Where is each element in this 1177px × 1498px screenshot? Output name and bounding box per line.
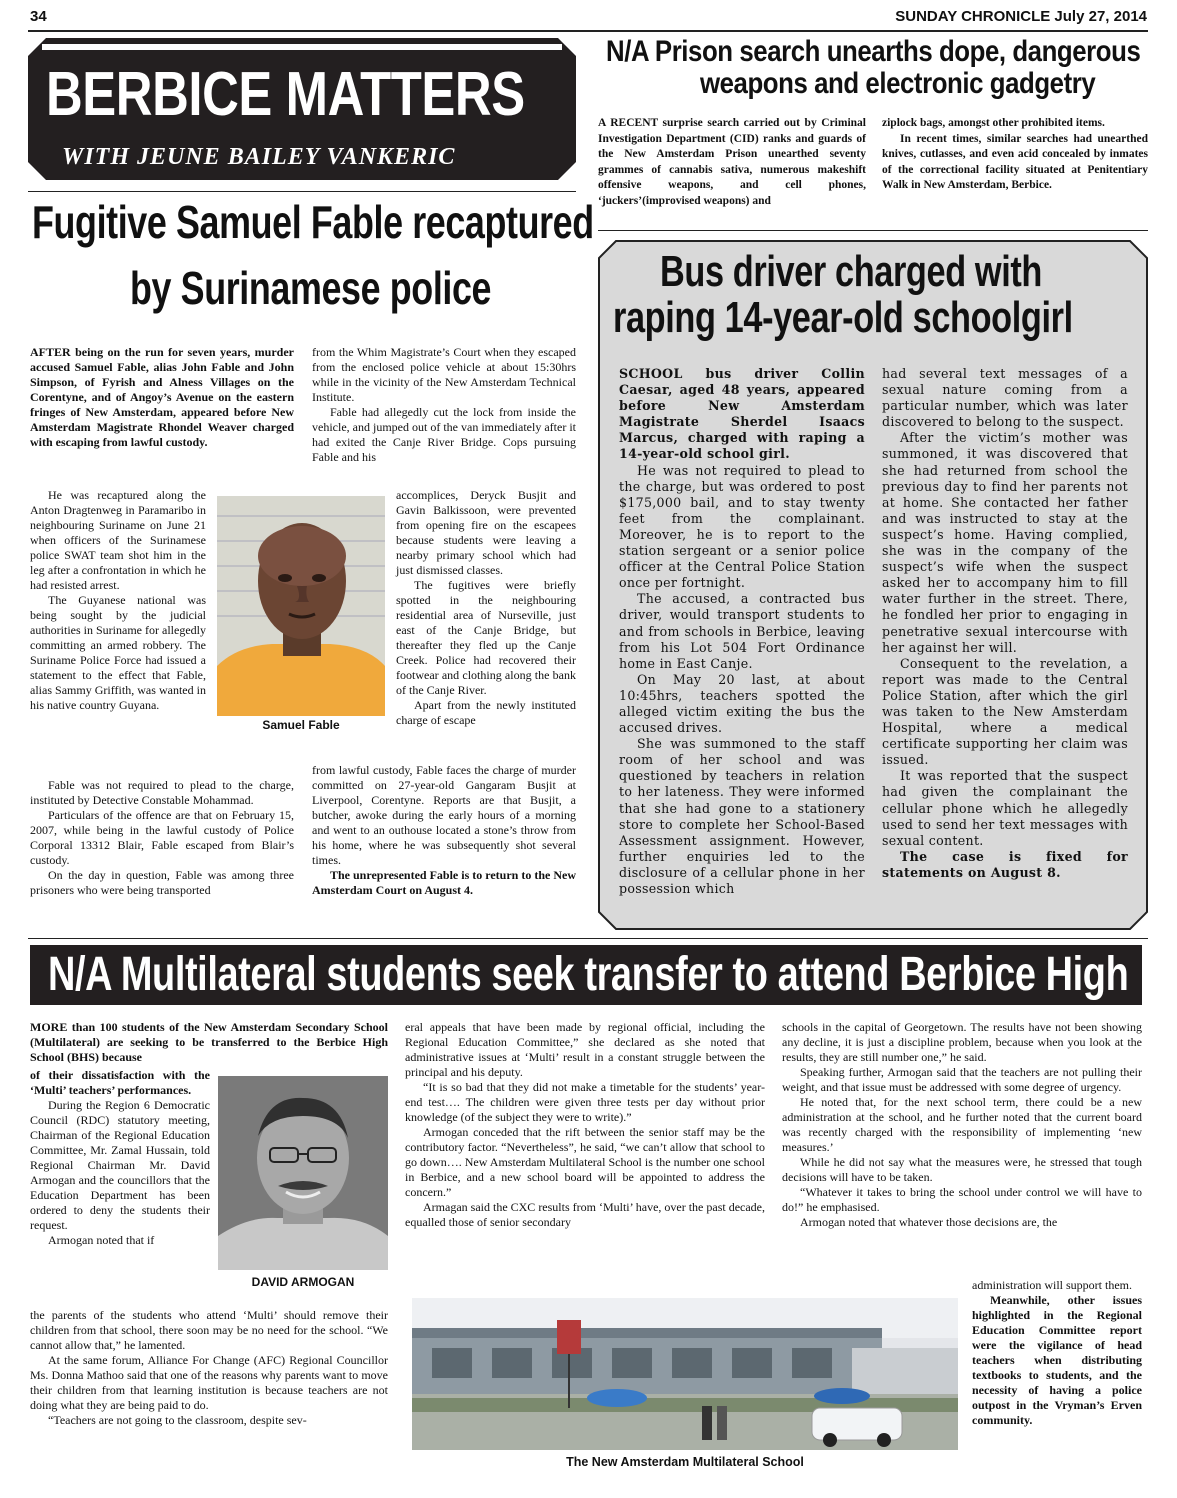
david-armogan-photo	[218, 1076, 388, 1270]
multi-paragraph: He noted that, for the next school term, there could be a new administration at the school, and he further noted that the current board was recently charged with the responsibility of implementing ‘new measures.’	[782, 1095, 1142, 1154]
header-rule	[28, 30, 1148, 32]
prison-paragraph: In recent times, similar searches had unearthed knives, cutlasses, and even acid concealed by inmates of the correctional facility situated at Penitentiary Walk in New Amsterdam, Berbice.	[882, 132, 1148, 191]
prison-paragraph: A RECENT surprise search carried out by Criminal Investigation Department (CID) ranks and guards of the New Amsterdam Prison unearthed seventy grammes of cannabis sativa, numerous makeshift offensive weapons, and cell phones, ‘juckers’(improvised weapons) and	[598, 117, 866, 207]
bus-paragraph: The accused, a contracted bus driver, would transport students to and from schools in Berbice, leaving from his Lot 504 Fort Ordinance home in East Canje.	[619, 591, 865, 671]
fable-paragraph: Apart from the newly instituted charge of escape	[396, 698, 576, 727]
multi-paragraph: While he did not say what the measures were, he stressed that tough decisions will have to be taken.	[782, 1155, 1142, 1184]
multi-paragraph: “Teachers are not going to the classroom, despite sev-	[48, 1413, 307, 1427]
fable-paragraph: Particulars of the offence are that on February 15, 2007, while being in the lawful custody of Police Corporal 13312 Blair, Fable escaped from Blair’s custody.	[30, 808, 294, 867]
fable-headline-line2: by Surinamese police	[130, 262, 492, 314]
prison-rule	[598, 230, 1148, 231]
prison-headline-line1: N/A Prison search unearths dope, dangerous	[606, 35, 1141, 68]
multi-column-1b	[30, 1068, 210, 1248]
multi-column-1a	[30, 1020, 388, 1065]
multi-paragraph: schools in the capital of Georgetown. The results have not been showing any decline, it is just a discipline problem, because when you look at the results, they are still number one,” he said.	[782, 1020, 1142, 1064]
school-photo-caption: The New Amsterdam Multilateral School	[566, 1455, 804, 1469]
bus-column-2	[882, 366, 1128, 881]
bus-paragraph: After the victim’s mother was summoned, it was discovered that she had returned from school the previous day to find her parents not at home. She contacted her father and was instructed to stay at the suspect’s home. Having complied, she was in the company of the suspect’s wife when the suspect asked her to accompany him to fill water further in the street. There, he fondled her prior to engaging in penetrative sexual intercourse with her against her will.	[882, 430, 1128, 655]
multi-paragraph: Armagan said the CXC results from ‘Multi’ have, over the past decade, equalled those of senior secondary	[405, 1200, 766, 1229]
masthead	[28, 38, 576, 180]
fable-column-1a	[30, 345, 294, 450]
armogan-photo-caption: DAVID ARMOGAN	[251, 1275, 355, 1289]
multi-lead: of their dissatisfaction with the ‘Multi’ teachers’ performances.	[30, 1068, 210, 1097]
fable-paragraph: Fable was not required to plead to the charge, instituted by Detective Constable Mohammad.	[30, 778, 294, 807]
fable-column-1b	[30, 488, 206, 713]
paper-dateline: SUNDAY CHRONICLE July 27, 2014	[895, 8, 1147, 25]
bus-headline-line2: raping 14-year-old schoolgirl	[613, 293, 1073, 342]
bus-headline-line1: Bus driver charged with	[660, 247, 1042, 296]
multi-closing: Meanwhile, other issues highlighted in the Regional Education Committee report were the vigilance of head teachers when distributing textbooks to students, and the necessity of having a police outpost in the Vryman’s Erven community.	[972, 1293, 1142, 1427]
multi-headline: N/A Multilateral students seek transfer to attend Berbice High	[48, 948, 1129, 1001]
fable-rule	[28, 191, 576, 192]
multi-paragraph: the parents of the students who attend ‘Multi’ should remove their children from that school, there soon may be no need for the school. “We cannot allow that,” he lamented.	[30, 1308, 388, 1352]
bus-paragraph: He was not required to plead to the charge, but was ordered to post $175,000 bail, and to stay twenty feet from the complainant. Moreover, he is to report to the station sergeant or a senior police officer at the Central Police Station once per fortnight.	[619, 462, 865, 591]
fable-paragraph: On the day in question, Fable was among three prisoners who were being transported	[30, 868, 294, 897]
prison-paragraph: ziplock bags, amongst other prohibited items.	[882, 117, 1105, 129]
fable-column-2b	[396, 488, 576, 728]
multi-paragraph: Speaking further, Armogan said that the teachers are not pulling their weight, and that issue must be addressed with some degree of urgency.	[782, 1065, 1142, 1094]
fable-headline-line1: Fugitive Samuel Fable recaptured	[32, 196, 594, 248]
bus-paragraph: She was summoned to the staff room of her school and was questioned by teachers in relation to her lateness. They were informed that she had gone to a stationery store to complete her School-Based Assessment assignment. However, further enquiries led to the disclosure of a cellular phone in her possession which	[619, 736, 865, 896]
multi-column-2	[405, 1020, 765, 1230]
fable-paragraph: Fable had allegedly cut the lock from inside the vehicle, and jumped out of the van immediately after it had exited the Canje River Bridge. Cops pursuing Fable and his	[312, 405, 576, 464]
fable-column-2a	[312, 345, 576, 465]
samuel-fable-photo	[217, 496, 385, 716]
fable-paragraph: from lawful custody, Fable faces the charge of murder committed on 27-year-old Gangaram Busjit at Liverpool, Corentyne. Reports are that Busjit, a butcher, awoke during the early hours of a morning and went to an outhouse located a stone’s throw from his home, where he was subsequently shot several times.	[312, 763, 576, 867]
multilateral-school-photo	[412, 1298, 958, 1450]
bus-lead: SCHOOL bus driver Collin Caesar, aged 48 years, appeared before New Amsterdam Magistrate Sherdel Isaacs Marcus, charged with raping a 14-year-old school girl.	[619, 366, 865, 462]
section-rule	[28, 938, 1148, 939]
fable-column-2c	[312, 763, 576, 898]
fable-column-1c	[30, 778, 294, 898]
fable-paragraph: He was recaptured along the Anton Dragtenweg in Paramaribo in neighbouring Suriname on June 21 when officers of the Surinamese police SWAT team shot him in the leg after a confrontation in which he had resisted arrest.	[30, 488, 206, 592]
prison-column-1	[598, 116, 866, 209]
multi-column-3a	[782, 1020, 1142, 1230]
multi-column-3b	[972, 1278, 1142, 1428]
multi-paragraph: “It is so bad that they did not make a timetable for the students’ year-end test…. The children were given three tests per day without prior knowledge (of the subject they were to write).”	[405, 1080, 765, 1124]
page-number: 34	[30, 8, 47, 25]
bus-paragraph: On May 20 last, at about 10:45hrs, teachers spotted the alleged victim exiting the bus the accused drives.	[619, 671, 865, 736]
bus-column-1	[619, 366, 865, 897]
bus-paragraph: Consequent to the revelation, a report was made to the Central Police Station, after which the girl was taken to the New Amsterdam Hospital, where a medical certificate supporting her claim was issued.	[882, 655, 1128, 768]
masthead-title: BERBICE MATTERS	[46, 60, 525, 129]
multi-paragraph: eral appeals that have been made by regional official, including the Regional Education Committee,” she declared as she noted that administrative issues at ‘Multi’ result in a constant struggle between the principal and his deputy.	[405, 1020, 765, 1079]
masthead-byline: WITH JEUNE BAILEY VANKERIC	[62, 144, 456, 170]
fable-paragraph: accomplices, Deryck Busjit and Gavin Balkissoon, were prevented from opening fire on the escapees because students were leaving a nearby primary school which had just dismissed classes.	[396, 488, 576, 577]
multi-lead: MORE than 100 students of the New Amsterdam Secondary School (Multilateral) are seeking to be transferred to the Berbice High School (BHS) because	[30, 1020, 388, 1064]
fable-closing: The unrepresented Fable is to return to the New Amsterdam Court on August 4.	[312, 868, 576, 897]
fable-lead: AFTER being on the run for seven years, murder accused Samuel Fable, alias John Fable and John Simpson, of Fyrish and Alness Villages on the Corentyne, and of Angoy’s Avenue on the eastern fringes of New Amsterdam, appeared before New Amsterdam Magistrate Rhondel Weaver charged with escaping from lawful custody.	[30, 345, 294, 449]
multi-column-1c	[30, 1308, 388, 1428]
fable-paragraph: The fugitives were briefly spotted in the neighbouring residential area of Nurseville, just east of the Canje Bridge, but thereafter they fled up the Canje Creek. Police had recovered their footwear and clothing along the bank of the Canje River.	[396, 578, 576, 697]
fable-photo-caption: Samuel Fable	[262, 718, 340, 732]
multi-paragraph: “Whatever it takes to bring the school under control we will have to do!” he emphasised.	[782, 1185, 1142, 1214]
bus-closing: The case is fixed for statements on August 8.	[882, 848, 1128, 880]
multi-paragraph: Armogan noted that whatever those decisions are, the	[800, 1215, 1058, 1229]
bus-paragraph: It was reported that the suspect had given the complainant the cellular phone which he allegedly used to send her text messages with sexual content.	[882, 768, 1128, 848]
multi-paragraph: Armogan conceded that the rift between the senior staff may be the contributory factor. “Nevertheless”, he said, “we can’t allow that school to go down…. New Amsterdam Multilateral School is the number one school in Berbice, and a new school board will be appointed to address the concern.”	[405, 1125, 765, 1199]
multi-paragraph: At the same forum, Alliance For Change (AFC) Regional Councillor Ms. Donna Mathoo said that one of the reasons why parents want to move their children from that learning institution is because teachers are not doing what they are being paid to do.	[30, 1353, 388, 1412]
bus-paragraph: had several text messages of a sexual nature coming from a particular number, which was later discovered to belong to the suspect.	[882, 366, 1128, 430]
fable-paragraph: from the Whim Magistrate’s Court when they escaped from the enclosed police vehicle at about 15:30hrs while in the vicinity of the New Amsterdam Technical Institute.	[312, 345, 576, 404]
multi-paragraph: Armogan noted that if	[48, 1233, 155, 1247]
multi-paragraph: During the Region 6 Democratic Council (RDC) statutory meeting, Chairman of the Regional Education Committee, Mr. Zamal Hussain, told Regional Chairman Mr. David Armogan and the councillors that the Education Department has been ordered to deny the students their request.	[30, 1098, 210, 1232]
prison-headline-line2: weapons and electronic gadgetry	[700, 67, 1096, 100]
prison-column-2	[882, 116, 1148, 194]
fable-paragraph: The Guyanese national was being sought by the judicial authorities in Suriname for allegedly committing an armed robbery. The Suriname Police Force had issued a statement to the effect that Fable, alias Sammy Griffith, was wanted in his native country Guyana.	[30, 593, 206, 712]
multi-paragraph: administration will support them.	[972, 1278, 1132, 1292]
